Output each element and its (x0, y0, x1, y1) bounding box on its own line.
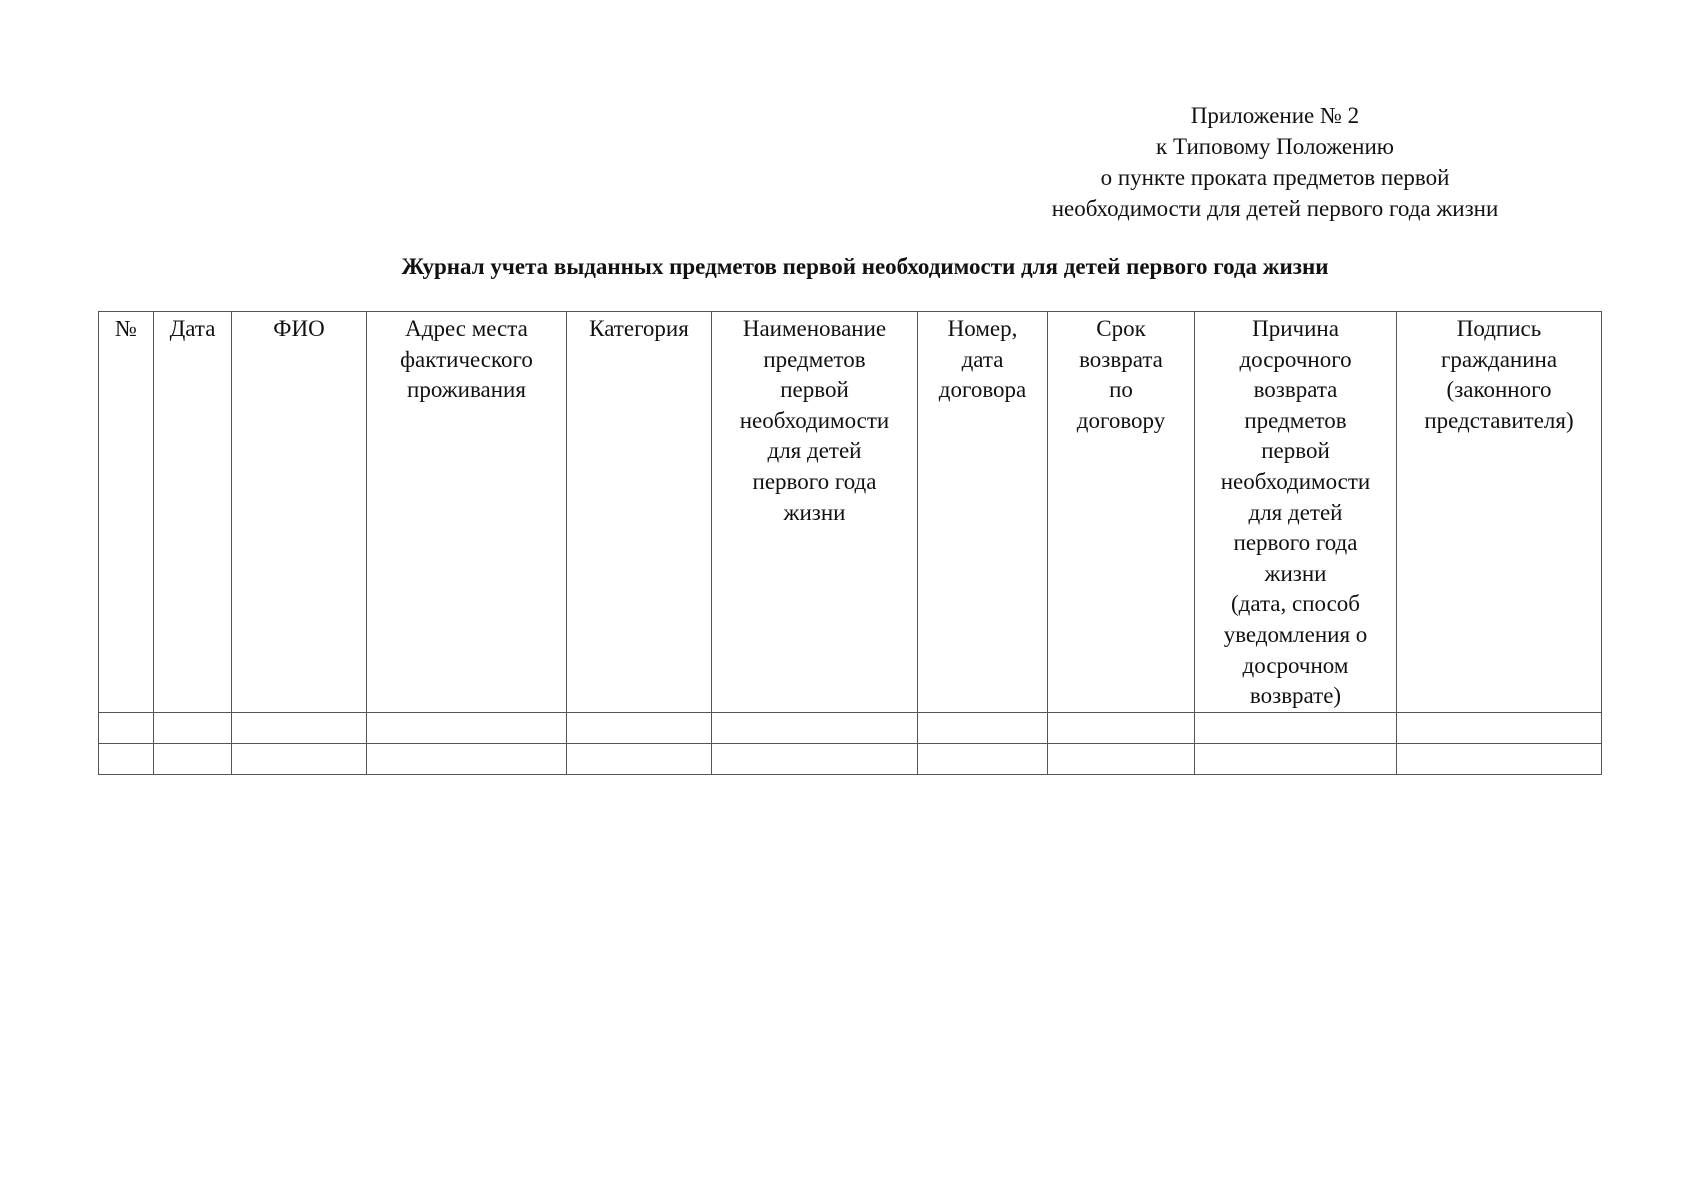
column-header-contract: Номер, дата договора (918, 312, 1048, 713)
column-header-date: Дата (154, 312, 232, 713)
column-header-signature: Подпись гражданина (законного представителя) (1397, 312, 1602, 713)
appendix-line: к Типовому Положению (1156, 134, 1394, 159)
table-cell (99, 743, 154, 774)
table-cell (567, 743, 712, 774)
table-row (99, 743, 1602, 774)
column-header-early-return-reason: Причина досрочного возврата предметов первой необходимости для детей первого года жизни (дата, способ уведомления о досрочном возврате) (1195, 312, 1397, 713)
column-header-fullname: ФИО (232, 312, 367, 713)
table-cell (918, 743, 1048, 774)
table-cell (567, 712, 712, 743)
table-cell (367, 743, 567, 774)
appendix-line: о пункте проката предметов первой (1100, 165, 1450, 190)
column-header-items: Наименование предметов первой необходимости для детей первого года жизни (712, 312, 918, 713)
column-header-address: Адрес места фактического проживания (367, 312, 567, 713)
table-cell (1195, 712, 1397, 743)
table-cell (712, 712, 918, 743)
column-header-return-term: Срок возврата по договору (1048, 312, 1195, 713)
table-header-row (99, 312, 1602, 713)
table-cell (712, 743, 918, 774)
table-cell (367, 712, 567, 743)
table-cell (1048, 743, 1195, 774)
table-cell (1397, 743, 1602, 774)
column-header-category: Категория (567, 312, 712, 713)
table-cell (1195, 743, 1397, 774)
table-cell (918, 712, 1048, 743)
table-cell (232, 712, 367, 743)
appendix-line: Приложение № 2 (1190, 103, 1360, 128)
table-cell (1397, 712, 1602, 743)
appendix-line: необходимости для детей первого года жизни (1051, 196, 1499, 221)
table-cell (154, 712, 232, 743)
table-row (99, 712, 1602, 743)
table-cell (99, 712, 154, 743)
journal-table (98, 311, 1602, 775)
table-cell (1048, 712, 1195, 743)
table-cell (154, 743, 232, 774)
table-cell (232, 743, 367, 774)
appendix-block (955, 100, 1595, 224)
column-header-number: № (99, 312, 154, 713)
journal-title: Журнал учета выданных предметов первой необходимости для детей первого года жизни (401, 254, 1329, 279)
